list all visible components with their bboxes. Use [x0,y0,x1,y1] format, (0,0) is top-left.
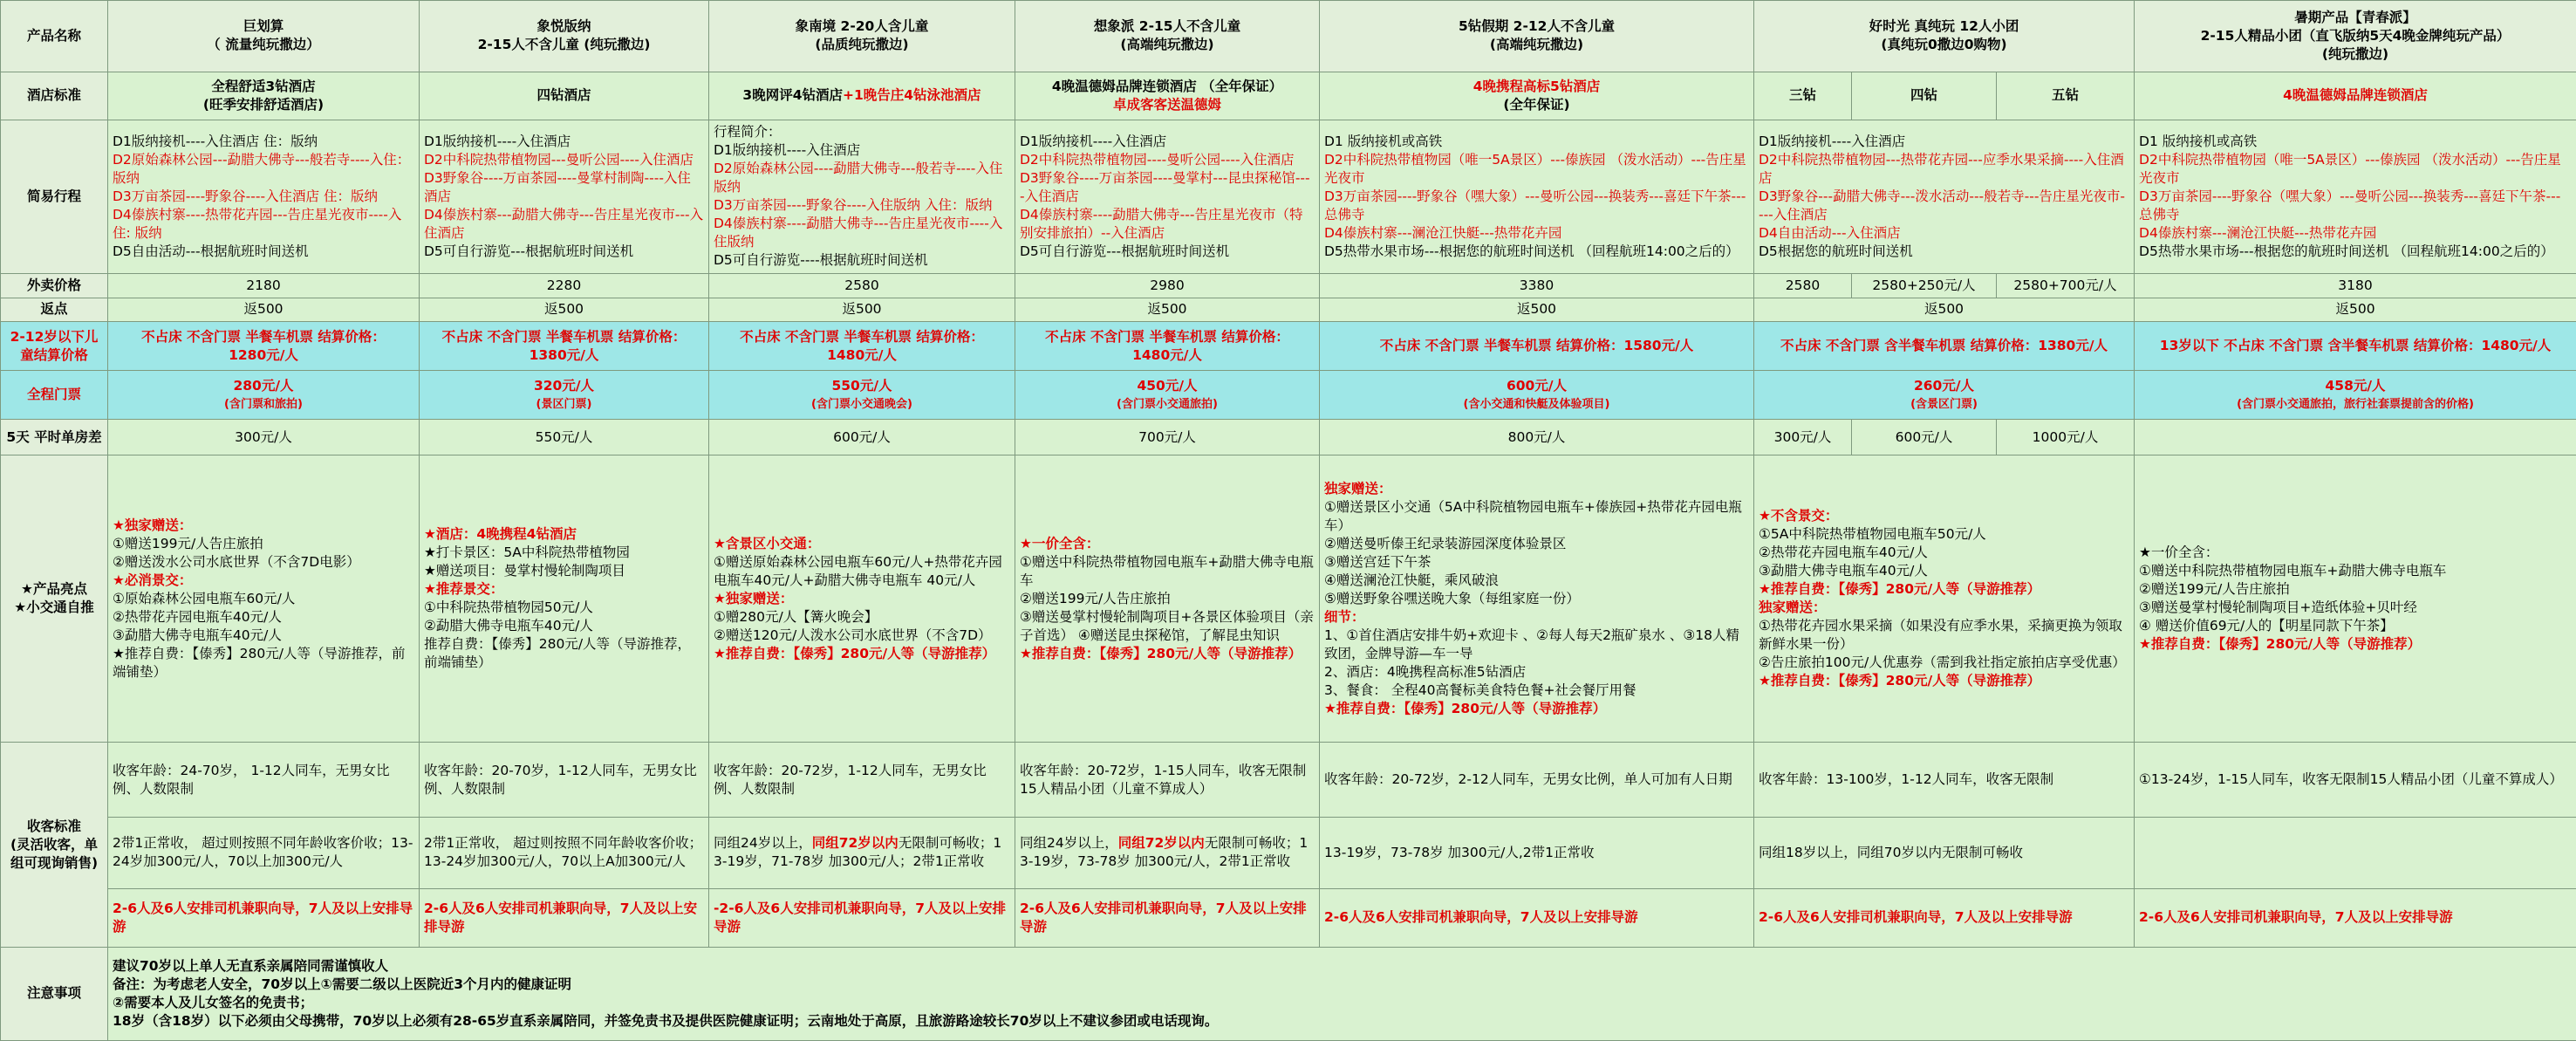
row-criteria-2 [1,817,2576,888]
itinerary-line: D1版纳接机----入住酒店 [714,142,861,159]
row-rebate [1,298,2576,322]
highlight-line: ★酒店：4晚携程4钻酒店 [424,526,577,543]
ticket-2: 320元/人 (景区门票) [420,371,709,420]
criteria-guide-7: 2-6人及6人安排司机兼职向导，7人及以上安排导游 [2135,888,2576,947]
itinerary-line: D4傣族村寨---澜沧江快艇---热带花卉园 [2139,224,2377,241]
itinerary-line: D4傣族村寨---勐腊大佛寺---告庄星光夜市---入住酒店 [424,206,704,241]
child-6: 不占床 不含门票 含半餐车机票 结算价格：1380元/人 [1754,322,2135,371]
label-single: 5天 平时单房差 [1,420,108,455]
price-5: 3380 [1320,274,1754,298]
ticket-7: 458元/人 (含门票小交通旅拍，旅行社套票提前含的价格) [2135,371,2576,420]
criteria-guide-6: 2-6人及6人安排司机兼职向导，7人及以上安排导游 [1754,888,2135,947]
itinerary-line: D2中科院热带植物园----曼听公园----入住酒店 [1020,151,1295,168]
rebate-6: 返500 [1754,298,2135,322]
hotel-6a: 三钻 [1754,72,1852,120]
label-ticket: 全程门票 [1,371,108,420]
criteria-extra-3: 同组24岁以上，同组72岁以内无限制可畅收；13-19岁，71-78岁 加300元/人；2带1正常收 [709,817,1015,888]
label-criteria: 收客标准 (灵活收客，单组可现询销售) [1,743,108,948]
itinerary-line: D1 版纳接机或高铁 [1324,133,1443,149]
highlight-line: ★推荐景交： [424,581,504,598]
child-1: 不占床 不含门票 半餐车机票 结算价格： 1280元/人 [108,322,420,371]
highlight-line: ★推荐自费：【傣秀】280元/人等（导游推荐） [1324,700,1607,716]
price-2: 2280 [420,274,709,298]
highlight-line: 1、①首住酒店安排牛奶+欢迎卡 、②每人每天2瓶矿泉水 、③18人精致团，金牌导游—车一导 [1324,627,1739,661]
single-4: 700元/人 [1015,420,1320,455]
highlight-line: ④赠送澜沧江快艇，乘风破浪 [1324,572,1499,588]
product-name-1: 巨划算 （ 流量纯玩撒边） [108,1,420,72]
itinerary-5 [1320,120,1754,273]
itinerary-line: D5可自行游览---根据航班时间送机 [1020,243,1230,259]
highlights-1 [108,455,420,742]
criteria-extra-4: 同组24岁以上，同组72岁以内无限制可畅收；13-19岁，73-78岁 加300元/人，2带1正常收 [1015,817,1320,888]
age-limit-highlight: 同组72岁以内 [811,835,899,852]
note-line-1: 建议70岁以上单人无直系亲属陪同需谨慎收人 [113,957,389,974]
ticket-6: 260元/人 (含景区门票) [1754,371,2135,420]
highlight-line: ①赠送199元/人告庄旅拍 [113,535,263,551]
row-single-room [1,420,2576,455]
row-ticket [1,371,2576,420]
highlight-line: ①原始森林公园电瓶车60元/人 [113,590,296,606]
ticket-5: 600元/人 (含小交通和快艇及体验项目) [1320,371,1754,420]
row-product-name [1,1,2576,72]
label-rebate: 返点 [1,298,108,322]
price-6b: 2580+250元/人 [1852,274,1997,298]
highlights-3 [709,455,1015,742]
itinerary-2 [420,120,709,273]
highlight-line: ③勐腊大佛寺电瓶车40元/人 [113,627,282,643]
highlight-line: ①赠送景区小交通（5A中科院植物园电瓶车+傣族园+热带花卉园电瓶车） [1324,498,1742,533]
itinerary-4 [1015,120,1320,273]
rebate-3: 返500 [709,298,1015,322]
itinerary-line: D5热带水果市场---根据您的航班时间送机 （回程航班14:00之后的） [2139,243,2554,259]
highlight-line: ★推荐自费：【傣秀】280元/人等（导游推荐，前端铺垫） [113,645,406,680]
row-highlights [1,455,2576,742]
price-3: 2580 [709,274,1015,298]
rebate-5: 返500 [1320,298,1754,322]
highlight-line: 独家赠送： [1324,480,1392,497]
itinerary-6 [1754,120,2135,273]
itinerary-line: D5自由活动---根据航班时间送机 [113,243,309,259]
criteria-age-6: 收客年龄：13-100岁，1-12人同车，收客无限制 [1754,743,2135,818]
single-2: 550元/人 [420,420,709,455]
itinerary-line: D3万亩茶园----野象谷----入住酒店 住：版纳 [113,188,378,204]
product-name-6: 好时光 真纯玩 12人小团 (真纯玩0撒边0购物) [1754,1,2135,72]
highlight-line: ①赠送原始森林公园电瓶车60元/人+热带花卉园电瓶车40元/人+勐腊大佛寺电瓶车 40元/人 [714,553,1002,588]
itinerary-line: D3野象谷---勐腊大佛寺---泼水活动---般若寺---告庄星光夜市----入住酒店 [1759,188,2126,223]
highlight-line: ★独家赠送： [113,517,193,533]
itinerary-line: D5热带水果市场---根据您的航班时间送机 （回程航班14:00之后的） [1324,243,1739,259]
highlight-line: ①赠送中科院热带植物园电瓶车+勐腊大佛寺电瓶车 [1020,553,1314,588]
itinerary-line: D4傣族村寨----勐腊大佛寺---告庄星光夜市----入住版纳 [714,216,1003,250]
hotel-1: 全程舒适3钻酒店 (旺季安排舒适酒店) [108,72,420,120]
itinerary-line: 行程简介： [714,124,782,140]
criteria-guide-5: 2-6人及6人安排司机兼职向导，7人及以上安排导游 [1320,888,1754,947]
highlight-line: ★必消景交： [113,572,193,588]
highlight-line: ③赠送曼掌村慢轮制陶项目+造纸体验+贝叶经 [2139,599,2417,616]
highlight-line: ★独家赠送： [714,590,794,606]
criteria-extra-1: 2带1正常收， 超过则按照不同年龄收客价收；13-24岁加300元/人，70以上加300元/人 [108,817,420,888]
highlight-line: ①赠送中科院热带植物园电瓶车+勐腊大佛寺电瓶车 [2139,563,2447,579]
criteria-age-3: 收客年龄：20-72岁，1-12人同车，无男女比例、人数限制 [709,743,1015,818]
price-4: 2980 [1015,274,1320,298]
criteria-age-5: 收客年龄：20-72岁，2-12人同车，无男女比例，单人可加有人日期 [1320,743,1754,818]
itinerary-line: D5可自行游览---根据航班时间送机 [424,243,634,259]
highlights-7 [2135,455,2576,742]
highlight-line: ②热带花卉园电瓶车40元/人 [1759,544,1928,561]
itinerary-line: D1版纳接机----入住酒店 [424,133,571,149]
highlights-5 [1320,455,1754,742]
criteria-guide-4: 2-6人及6人安排司机兼职向导，7人及以上安排导游 [1015,888,1320,947]
highlight-line: ④ 赠送价值69元/人的【明星同款下午茶】 [2139,618,2394,634]
row-notes [1,947,2576,1040]
highlight-line: 推荐自费：【傣秀】280元/人等（导游推荐，前端铺垫） [424,636,692,671]
label-product: 产品名称 [1,1,108,72]
ticket-3: 550元/人 (含门票小交通晚会) [709,371,1015,420]
itinerary-line: D5根据您的航班时间送机 [1759,243,1913,259]
highlight-line: ②赠送泼水公司水底世界（不含7D电影） [113,553,360,570]
highlight-line: ②告庄旅拍100元/人优惠券（需到我社指定旅拍店享受优惠） [1759,654,2126,671]
highlight-line: ③赠送宫廷下午茶 [1324,553,1431,570]
criteria-age-2: 收客年龄：20-70岁，1-12人同车，无男女比例、人数限制 [420,743,709,818]
criteria-age-1: 收客年龄：24-70岁， 1-12人同车，无男女比例、人数限制 [108,743,420,818]
label-hotel: 酒店标准 [1,72,108,120]
highlights-2 [420,455,709,742]
row-criteria-1 [1,743,2576,818]
product-name-5: 5钻假期 2-12人不含儿童 (高端纯玩撒边) [1320,1,1754,72]
highlight-line: ①中科院热带植物园50元/人 [424,599,593,616]
age-limit-highlight: 同组72岁以内 [1117,835,1205,852]
price-1: 2180 [108,274,420,298]
highlights-4 [1015,455,1320,742]
criteria-extra-2: 2带1正常收， 超过则按照不同年龄收客价收；13-24岁加300元/人，70以上A加300元/人 [420,817,709,888]
label-highlights: ★产品亮点 ★小交通自推 [1,455,108,742]
highlight-line: ②赠送199元/人告庄旅拍 [1020,590,1171,606]
hotel-4: 4晚温德姆品牌连锁酒店 （全年保证） 卓成客客送温德姆 [1015,72,1320,120]
single-6a: 300元/人 [1754,420,1852,455]
highlight-line: ①热带花卉园水果采摘（如果没有应季水果，采摘更换为领取新鲜水果一份） [1759,618,2122,653]
rebate-7: 返500 [2135,298,2576,322]
single-3: 600元/人 [709,420,1015,455]
rebate-1: 返500 [108,298,420,322]
highlights-6 [1754,455,2135,742]
price-6c: 2580+700元/人 [1997,274,2135,298]
label-price: 外卖价格 [1,274,108,298]
itinerary-7 [2135,120,2576,273]
highlight-line: ★推荐自费：【傣秀】280元/人等（导游推荐） [2139,636,2422,653]
itinerary-3 [709,120,1015,273]
itinerary-line: D3万亩茶园----野象谷----入住版纳 入住：版纳 [714,197,993,214]
criteria-guide-3: -2-6人及6人安排司机兼职向导，7人及以上安排导游 [709,888,1015,947]
criteria-age-4: 收客年龄：20-72岁，1-15人同车，收客无限制15人精品小团（儿童不算成人） [1015,743,1320,818]
row-hotel [1,72,2576,120]
hotel-7: 4晚温德姆品牌连锁酒店 [2135,72,2576,120]
label-itinerary: 简易行程 [1,120,108,273]
highlight-line: ②勐腊大佛寺电瓶车40元/人 [424,618,593,634]
itinerary-1 [108,120,420,273]
highlight-line: ★一价全含： [1020,535,1100,551]
row-criteria-3 [1,888,2576,947]
criteria-extra-6: 同组18岁以上，同组70岁以内无限制可畅收 [1754,817,2135,888]
highlight-line: 2、酒店：4晚携程高标准5钻酒店 [1324,663,1527,680]
highlight-line: ★一价全含： [2139,544,2219,561]
itinerary-line: D4傣族村寨----热带花卉园---告庄星光夜市----入住: 版纳 [113,206,402,241]
row-child-price [1,322,2576,371]
itinerary-line: D3野象谷----万亩茶园----曼掌村制陶----入住酒店 [424,169,691,204]
itinerary-line: D4自由活动---入住酒店 [1759,224,1901,241]
hotel-6c: 五钻 [1997,72,2135,120]
product-name-2: 象悦版纳 2-15人不含儿童 (纯玩撒边) [420,1,709,72]
highlight-line: ★打卡景区：5A中科院热带植物园 [424,544,630,561]
hotel-2: 四钻酒店 [420,72,709,120]
highlight-line: ②赠送120元/人泼水公司水底世界（不含7D） [714,627,992,643]
hotel-6b: 四钻 [1852,72,1997,120]
itinerary-line: D1 版纳接机或高铁 [2139,133,2258,149]
ticket-1: 280元/人 (含门票和旅拍) [108,371,420,420]
itinerary-line: D3野象谷----万亩茶园----曼掌村---昆虫探秘馆----入住酒店 [1020,169,1310,204]
single-1: 300元/人 [108,420,420,455]
highlight-line: ②赠送199元/人告庄旅拍 [2139,581,2290,598]
criteria-guide-2: 2-6人及6人安排司机兼职向导，7人及以上安排导游 [420,888,709,947]
note-line-3: ②需要本人及儿女签名的免责书； [113,994,314,1010]
rebate-4: 返500 [1015,298,1320,322]
child-4: 不占床 不含门票 半餐车机票 结算价格： 1480元/人 [1015,322,1320,371]
criteria-guide-1: 2-6人及6人安排司机兼职向导，7人及以上安排导游 [108,888,420,947]
highlight-line: 细节： [1324,608,1365,625]
single-7 [2135,420,2576,455]
highlight-line: ②热带花卉园电瓶车40元/人 [113,608,282,625]
criteria-age-7: ①13-24岁，1-15人同车，收客无限制15人精品小团（儿童不算成人） [2135,743,2576,818]
hotel-5: 4晚携程高标5钻酒店 (全年保证) [1320,72,1754,120]
row-price [1,274,2576,298]
price-7: 3180 [2135,274,2576,298]
highlight-line: 独家赠送： [1759,599,1827,616]
label-child: 2-12岁以下儿童结算价格 [1,322,108,371]
product-name-4: 想象派 2-15人不含儿童 (高端纯玩撒边) [1015,1,1320,72]
label-notes: 注意事项 [1,947,108,1040]
child-5: 不占床 不含门票 半餐车机票 结算价格：1580元/人 [1320,322,1754,371]
highlight-line: ★赠送项目：曼掌村慢轮制陶项目 [424,563,625,579]
itinerary-line: D2中科院热带植物园---热带花卉园---应季水果采摘----入住酒店 [1759,151,2124,186]
itinerary-line: D4傣族村寨---澜沧江快艇---热带花卉园 [1324,224,1562,241]
criteria-extra-5: 13-19岁，73-78岁 加300元/人,2带1正常收 [1320,817,1754,888]
highlight-line: ③赠送曼掌村慢轮制陶项目+各景区体验项目（亲子首选） ④赠送昆虫探秘馆，了解昆虫知识 [1020,608,1314,643]
note-line-4: 18岁（含18岁）以下必须由父母携带，70岁以上必须有28-65岁直系亲属陪同，并签免责书及提供医院健康证明；云南地处于高原，且旅游路途较长70岁以上不建议参团或电话现询。 [113,1012,1219,1029]
child-3: 不占床 不含门票 半餐车机票 结算价格： 1480元/人 [709,322,1015,371]
price-6a: 2580 [1754,274,1852,298]
note-line-2: 备注：为考虑老人安全，70岁以上①需要二级以上医院近3个月内的健康证明 [113,976,571,992]
highlight-line: ★推荐自费：【傣秀】280元/人等（导游推荐） [1020,645,1302,661]
itinerary-line: D2原始森林公园----勐腊大佛寺---般若寺----入住版纳 [714,161,1003,195]
highlight-line: 3、餐食： 全程40高餐标美食特色餐+社会餐厅用餐 [1324,681,1636,698]
row-itinerary [1,120,2576,273]
itinerary-line: D1版纳接机----入住酒店 住：版纳 [113,133,318,149]
notes-content [108,947,2576,1040]
single-6c: 1000元/人 [1997,420,2135,455]
rebate-2: 返500 [420,298,709,322]
itinerary-line: D1版纳接机----入住酒店 [1759,133,1906,149]
product-name-7: 暑期产品【青春派】 2-15人精品小团（直飞版纳5天4晚金牌纯玩产品） (纯玩撒边) [2135,1,2576,72]
highlight-line: ①5A中科院热带植物园电瓶车50元/人 [1759,526,1986,543]
highlight-line: ★推荐自费：【傣秀】280元/人等（导游推荐） [1759,581,2041,598]
highlight-line: ②赠送曼听傣王纪录装游园深度体验景区 [1324,535,1567,551]
product-name-3: 象南境 2-20人含儿童 (品质纯玩撒边) [709,1,1015,72]
itinerary-line: D3万亩茶园----野象谷（嘿大象）---曼听公园---换装秀---喜廷下午茶---总佛寺 [1324,188,1746,223]
itinerary-line: D2中科院热带植物园（唯一5A景区）---傣族园 （泼水活动）---告庄星光夜市 [1324,151,1746,186]
itinerary-line: D2中科院热带植物园（唯一5A景区）---傣族园 （泼水活动）---告庄星光夜市 [2139,151,2561,186]
itinerary-line: D4傣族村寨----勐腊大佛寺---告庄星光夜市（特别安排旅拍）--入住酒店 [1020,206,1303,241]
highlight-line: ★不含景交： [1759,508,1839,524]
highlight-line: ★推荐自费：【傣秀】280元/人等（导游推荐） [714,645,996,661]
hotel-3: 3晚网评4钻酒店+1晚告庄4钻泳池酒店 [709,72,1015,120]
highlight-line: ★含景区小交通： [714,535,821,551]
highlight-line: ⑤赠送野象谷嘿送晚大象（每组家庭一份） [1324,590,1580,606]
single-5: 800元/人 [1320,420,1754,455]
itinerary-line: D2原始森林公园---勐腊大佛寺---般若寺----入住：版纳 [113,151,411,186]
criteria-extra-7 [2135,817,2576,888]
child-7: 13岁以下 不占床 不含门票 含半餐车机票 结算价格：1480元/人 [2135,322,2576,371]
highlight-line: ①赠280元/人【篝火晚会】 [714,608,878,625]
single-6b: 600元/人 [1852,420,1997,455]
itinerary-line: D3万亩茶园----野象谷（嘿大象）---曼听公园---换装秀---喜廷下午茶---总佛寺 [2139,188,2561,223]
itinerary-line: D1版纳接机----入住酒店 [1020,133,1167,149]
itinerary-line: D2中科院热带植物园---曼听公园----入住酒店 [424,151,694,168]
highlight-line: ★推荐自费：【傣秀】280元/人等（导游推荐） [1759,673,2041,689]
ticket-4: 450元/人 (含门票小交通旅拍) [1015,371,1320,420]
itinerary-line: D5可自行游览----根据航班时间送机 [714,252,928,269]
child-2: 不占床 不含门票 半餐车机票 结算价格： 1380元/人 [420,322,709,371]
highlight-line: ③勐腊大佛寺电瓶车40元/人 [1759,563,1928,579]
